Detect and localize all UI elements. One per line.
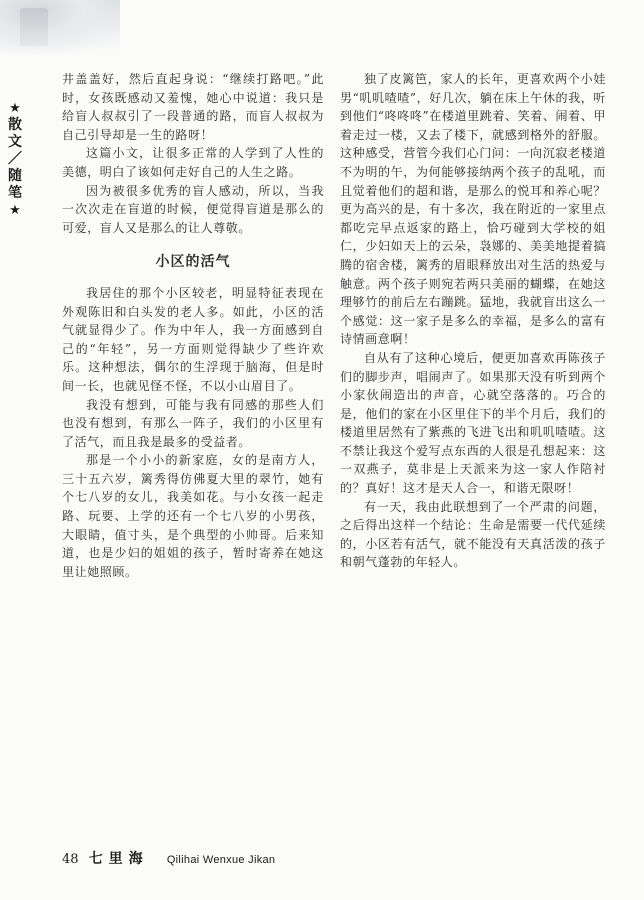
star-icon: ★ xyxy=(9,101,21,116)
paragraph: 独了皮篱笆，家人的长年，更喜欢两个小娃男“叽叽喳喳”，好几次，躺在床上午休的我，听到他们“咚咚咚”在楼道里跳着、笑着、闹着、甲着走过一楼，又去了楼下，就感到格外的舒服。这种感受，营管今我们心门问：一向沉寂老楼道不为明的午，为何能够接纳两个孩子的乱吼，而且觉着他们的超和谐，是那么的悦耳和养心呢？更为高兴的是，有十多次，我在附近的一家里点都吃完早点返家的路上，恰巧碰到大学校的姐仁，少妇如天上的云朵，袅娜的、美美地提着搞腾的宿舍楼，篱秀的眉眼释放出对生活的热爱与触意。两个孩子则宛若两只美丽的蝴蝶，在她这理够竹的前后左右蹦跳。猛地，我就盲出这么一个感觉：这一家子是多么的幸福，是多么的富有诗情画意啊！ xyxy=(340,72,606,347)
paragraph: 井盖盖好，然后直起身说：“继续打路吧。”此时，女孩既感动又羞愧，她心中说道：我只是给盲人叔叔引了一段普通的路，而盲人叔叔为自己引导却是一生的路呀！ xyxy=(62,72,324,142)
section-label-char: ／ xyxy=(8,151,22,167)
header-decorative-image xyxy=(0,0,120,55)
paragraph: 因为被很多优秀的盲人感动，所以，当我一次次走在盲道的时候，便觉得盲道是那么的可爱，盲人又是那么的让人尊敬。 xyxy=(62,183,324,235)
section-label-char: 随 xyxy=(8,168,22,184)
paragraph: 我没有想到，可能与我有同感的那些人们也没有想到，有那么一阵子，我们的小区里有了活气，而且我是最多的受益者。 xyxy=(62,397,324,449)
section-label-char: 笔 xyxy=(8,185,22,201)
paragraph: 我居住的那个小区较老，明显特征表现在外观陈旧和白头发的老人多。如此，小区的活气就显得少了。作为中年人，我一方面感到自己的“年轻”，另一方面则觉得缺少了些许欢乐。这种想法，偶尔的生浮现于脑海，但是时间一长，也就见怪不怪，不以小山眉目了。 xyxy=(62,285,324,393)
article-title: 小区的活气 xyxy=(155,254,231,271)
page-number: 48 xyxy=(62,852,79,867)
left-column xyxy=(62,70,324,581)
page-footer xyxy=(62,848,275,868)
section-label xyxy=(6,100,24,219)
star-icon: ★ xyxy=(9,203,21,218)
paragraph: 那是一个小小的新家庭，女的是南方人，三十五六岁，篱秀得仿佛夏大里的翠竹，她有个七八岁的女儿，我美如花。与小女孩一起走路、玩要、上学的还有一个七八岁的小男孩，大眼睛，值寸头，是个典型的小帅哥。后来知道，也是少妇的姐姐的孩子，暂时寄养在她这里让她照顾。 xyxy=(62,453,324,579)
section-label-char: 文 xyxy=(8,134,22,150)
section-label-char: 散 xyxy=(8,117,22,133)
journal-name-en: Qilihai Wenxue Jikan xyxy=(166,854,276,866)
right-column xyxy=(340,70,606,572)
paragraph: 自从有了这种心境后，便更加喜欢再陈孩子们的脚步声，唱闹声了。如果那天没有听到两个小家伙闹造出的声音，心就空落落的。巧合的是，他们的家在小区里住下的半个月后，我们的楼道里居然有了紫燕的飞进飞出和叽叽喳喳。这不禁让我这个爱写点东西的人很是孔想起来：这一双燕子，莫非是上天派来为这一家人作陪衬的？真好！这才是天人合一，和谐无限呀！ xyxy=(340,350,606,496)
paragraph: 这篇小文，让很多正常的人学到了人性的美德，明白了该如何走好自己的人生之路。 xyxy=(62,146,324,179)
journal-name-cn: 七里海 xyxy=(88,851,149,867)
paragraph: 有一天，我由此联想到了一个严肃的问题，之后得出这样一个结论：生命是需要一代代延续的，小区若有活气，就不能没有天真活泼的孩子和朝气蓬勃的年轻人。 xyxy=(340,499,606,570)
